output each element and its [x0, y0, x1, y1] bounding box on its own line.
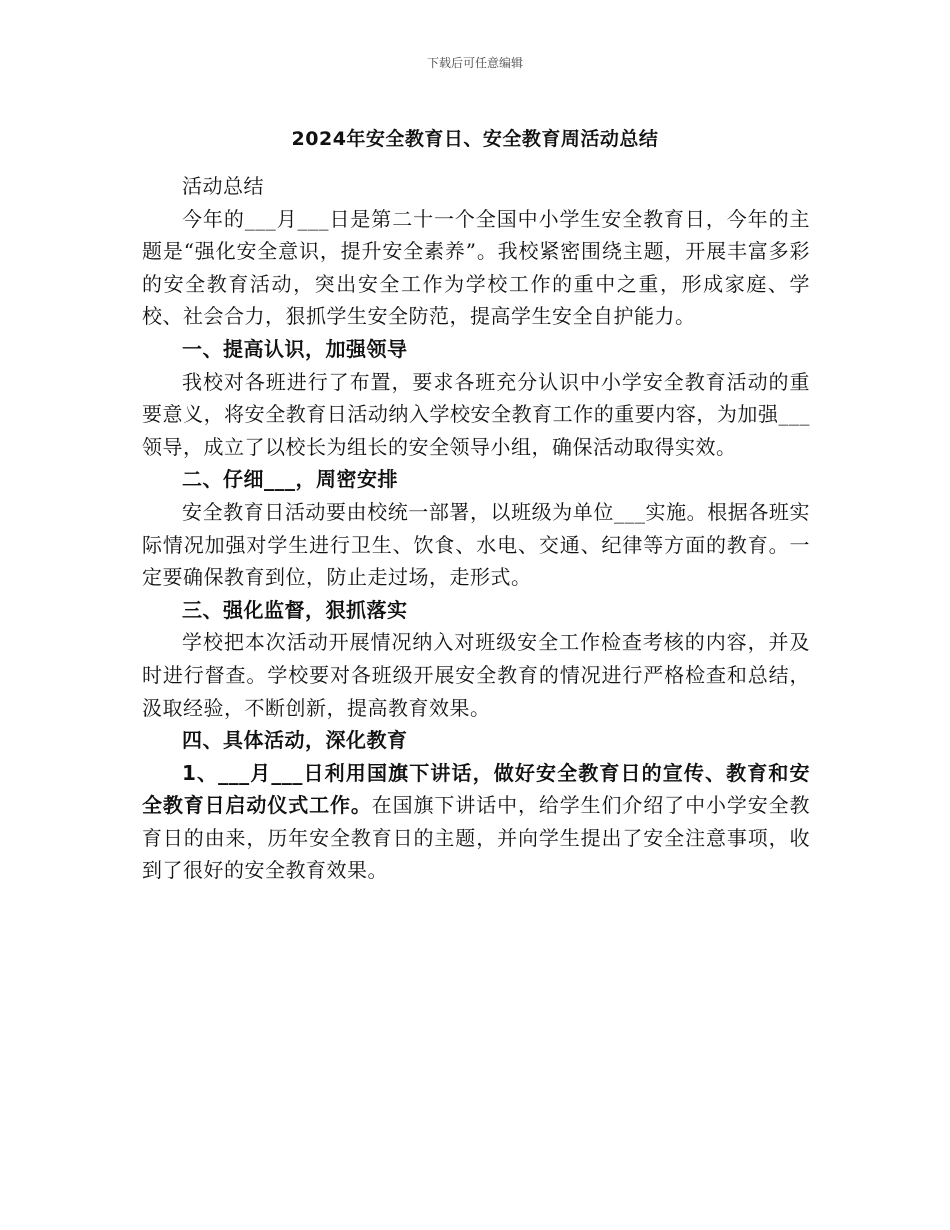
- document-title: 2024年安全教育日、安全教育周活动总结: [291, 128, 659, 150]
- document-body: [142, 170, 810, 887]
- watermark-text: 下载后可任意编辑: [426, 56, 523, 70]
- intro-label: 活动总结: [182, 174, 264, 198]
- section-1-heading: 一、提高认识，加强领导: [182, 336, 408, 361]
- section-3-heading: 三、强化监督，狠抓落实: [182, 597, 408, 622]
- item-1-paragraph: [142, 757, 810, 887]
- section-2-heading: 二、仔细___，周密安排: [182, 467, 398, 492]
- section-1-paragraph: 我校对各班进行了布置，要求各班充分认识中小学安全教育活动的重要意义，将安全教育日活动纳入学校安全教育工作的重要内容，为加强___领导，成立了以校长为组长的安全领导小组，确保活动取得实效。: [142, 369, 810, 459]
- intro-paragraph: 今年的___月___日是第二十一个全国中小学生安全教育日，今年的主题是“强化安全意识，提升安全素养”。我校紧密围绕主题，开展丰富多彩的安全教育活动，突出安全工作为学校工作的重中之重，形成家庭、学校、社会合力，狠抓学生安全防范，提高学生安全自护能力。: [142, 206, 810, 329]
- section-4-heading: 四、具体活动，深化教育: [182, 728, 408, 753]
- item-1-bold-lead: 1、___月___日利用国旗下讲话，做好安全教育日的宣传、教育和安全教育日启动仪式工作。: [142, 760, 810, 818]
- section-2-paragraph: 安全教育日活动要由校统一部署，以班级为单位___实施。根据各班实际情况加强对学生进行卫生、饮食、水电、交通、纪律等方面的教育。一定要确保教育到位，防止走过场，走形式。: [142, 499, 810, 590]
- section-3-paragraph: 学校把本次活动开展情况纳入对班级安全工作检查考核的内容，并及时进行督查。学校要对各班级开展安全教育的情况进行严格检查和总结，汲取经验，不断创新，提高教育效果。: [142, 630, 810, 720]
- item-1-text: 在国旗下讲话中，给学生们介绍了中小学安全教育日的由来，历年安全教育日的主题，并向学生提出了安全注意事项，收到了很好的安全教育效果。: [142, 793, 811, 883]
